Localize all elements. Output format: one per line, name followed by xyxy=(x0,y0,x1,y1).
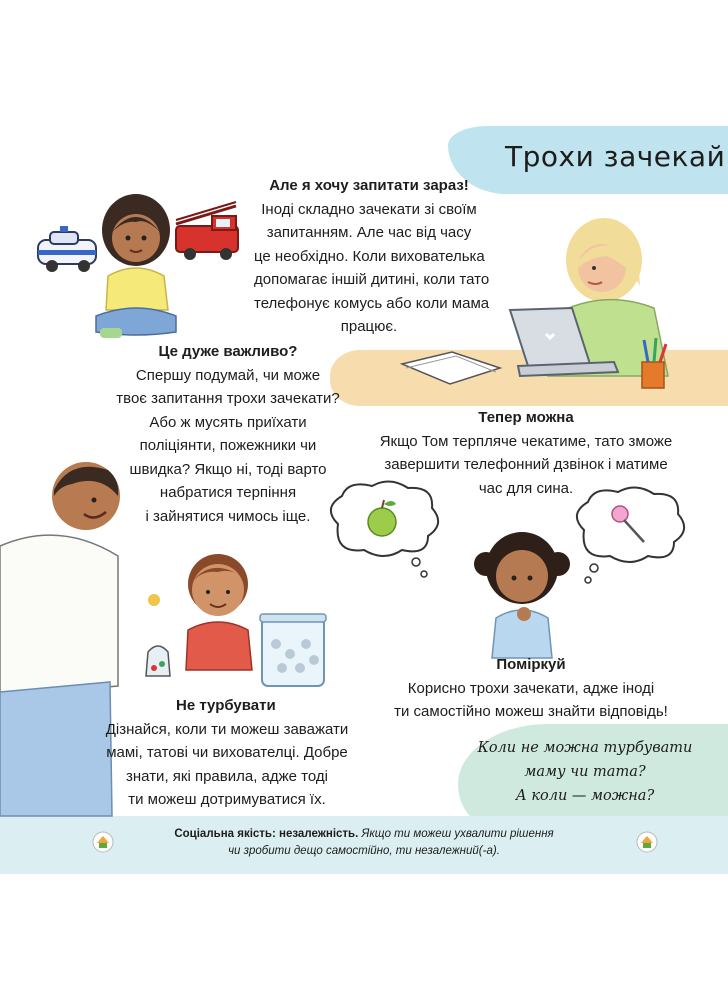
heading-think: Поміркуй xyxy=(496,656,566,673)
text-line: швидка? Якщо ні, тоді варто xyxy=(129,460,327,478)
heading-dont-disturb: Не турбувати xyxy=(176,697,276,714)
text-line: Дізнайся, коли ти можеш заважати xyxy=(105,720,349,738)
text-line: це необхідно. Коли вихователька xyxy=(254,247,485,265)
footer-italic-1: Якщо ти можеш ухвалити рішення xyxy=(358,828,554,840)
text-block-think xyxy=(366,653,696,724)
girl-with-toys-illustration xyxy=(36,192,241,342)
thinking-girl-illustration xyxy=(462,528,582,658)
text-line: телефонує комусь або коли мама xyxy=(254,294,490,312)
text-block-now-ok xyxy=(356,406,696,500)
candy-bag-icon xyxy=(146,646,170,676)
text-line: завершити телефонний дзвінок і матиме xyxy=(384,456,668,473)
heading-now-ok: Тепер можна xyxy=(478,409,574,426)
text-line: допомагає іншій дитині, коли тато xyxy=(254,271,490,288)
footer-bold: Соціальна якість: незалежність. xyxy=(174,828,359,840)
text-line: знати, які правила, адже тоді xyxy=(126,767,328,785)
text-line: ти можеш дотримуватися їх. xyxy=(128,791,326,808)
text-line: Корисно трохи зачекати, адже іноді xyxy=(407,679,655,697)
toddler-with-candy-illustration xyxy=(142,544,342,694)
question-line: Коли не можна турбувати xyxy=(477,740,693,756)
text-block-dont-disturb xyxy=(92,694,362,812)
toy-police-car-icon xyxy=(38,226,96,272)
text-line: Спершу подумай, чи може xyxy=(135,366,321,384)
text-line: ти самостійно можеш знайти відповідь! xyxy=(394,703,668,720)
text-line: поліціянти, пожежники чи xyxy=(139,437,317,454)
text-block-important xyxy=(98,340,358,528)
page xyxy=(0,126,728,874)
text-line: набратися терпіння xyxy=(159,484,297,501)
text-line: час для сина. xyxy=(478,479,574,497)
publisher-logo-icon xyxy=(636,831,658,853)
text-line: твоє запитання трохи зачекати? xyxy=(116,390,340,407)
question-line: маму чи тата? xyxy=(524,764,646,780)
question-text xyxy=(470,736,700,808)
text-line: запитанням. Але час від часу xyxy=(266,224,472,241)
page-title: Трохи зачекай xyxy=(505,140,726,173)
text-line: Або ж мусять приїхати xyxy=(149,413,307,431)
heading-important: Це дуже важливо? xyxy=(158,343,298,360)
toy-fire-truck-icon xyxy=(176,202,238,260)
question-line: А коли — можна? xyxy=(515,788,655,804)
heading-ask-now: Але я хочу запитати зараз! xyxy=(269,177,469,194)
text-line: Якщо Том терпляче чекатиме, тато зможе xyxy=(379,432,673,450)
text-line: мамі, татові чи вихователці. Добре xyxy=(106,744,348,761)
text-line: Іноді складно зачекати зі своїм xyxy=(261,200,477,218)
text-line: працює. xyxy=(340,318,398,335)
text-block-ask-now xyxy=(254,174,490,339)
publisher-logo-icon xyxy=(92,831,114,853)
footer-italic-2: чи зробити дещо самостійно, ти незалежний(-а). xyxy=(228,845,500,857)
candy-jar-icon xyxy=(260,614,326,686)
text-line: і зайнятися чимось іще. xyxy=(145,507,311,525)
footer-note xyxy=(90,826,638,860)
